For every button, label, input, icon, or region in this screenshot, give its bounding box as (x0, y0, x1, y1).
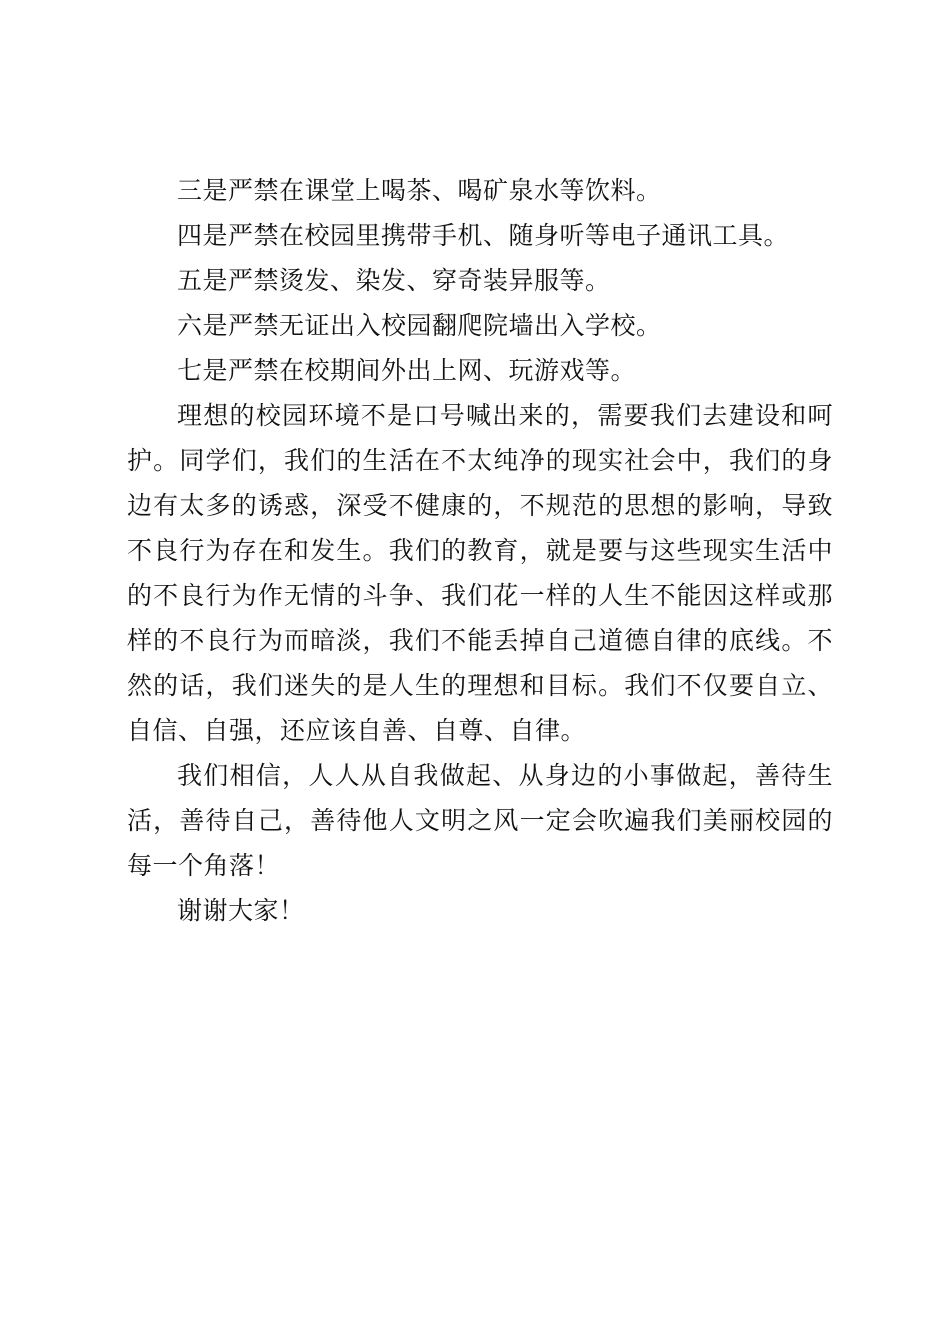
paragraph-rule-three: 三是严禁在课堂上喝茶、喝矿泉水等饮料。 (177, 176, 662, 205)
paragraph-rule-seven: 七是严禁在校期间外出上网、玩游戏等。 (177, 356, 637, 385)
paragraph-belief: 我们相信，人人从自我做起、从身边的小事做起，善待生活，善待自己，善待他人文明之风一定会吹遍我们美丽校园的每一个角落！ (127, 761, 833, 880)
paragraph-rule-four: 四是严禁在校园里携带手机、随身听等电子通讯工具。 (177, 221, 790, 250)
document-body (127, 168, 833, 933)
paragraph-rule-five: 五是严禁烫发、染发、穿奇装异服等。 (177, 266, 611, 295)
paragraph-thanks: 谢谢大家！ (177, 896, 305, 925)
paragraph-rule-six: 六是严禁无证出入校园翻爬院墙出入学校。 (177, 311, 662, 340)
paragraph-ideal-campus: 理想的校园环境不是口号喊出来的，需要我们去建设和呵护。同学们，我们的生活在不太纯净的现实社会中，我们的身边有太多的诱惑，深受不健康的，不规范的思想的影响，导致不良行为存在和发生。我们的教育，就是要与这些现实生活中的不良行为作无情的斗争、我们花一样的人生不能因这样或那样的不良行为而暗淡，我们不能丢掉自己道德自律的底线。不然的话，我们迷失的是人生的理想和目标。我们不仅要自立、自信、自强，还应该自善、自尊、自律。 (127, 401, 833, 745)
